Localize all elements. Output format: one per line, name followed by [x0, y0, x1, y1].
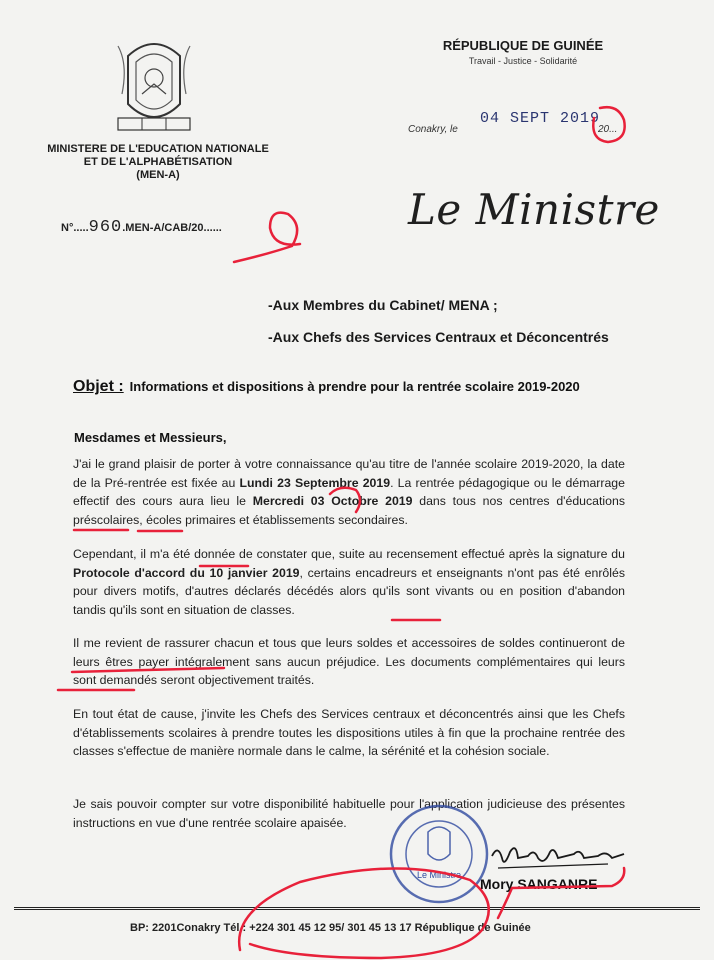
ministry-line-1: MINISTERE DE L'EDUCATION NATIONALE	[47, 143, 269, 155]
seal-label: Le Ministre	[416, 870, 462, 880]
date-suffix: 20...	[598, 124, 618, 135]
ministry-line-3: (MEN-A)	[136, 169, 180, 181]
paragraph-3: Il me revient de rassurer chacun et tous que leurs soldes et accessoires de soldes continueront de leurs êtres payer intégralement sans aucun préjudice. Les documents complémentaires qui leurs sont demandés seront objectivement traités.	[73, 636, 625, 687]
handwritten-signature	[488, 838, 628, 878]
paragraph-4: En tout état de cause, j'invite les Chefs des Services centraux et déconcentrés ainsi que les Chefs d'établissements scolaires à prendre toutes les dispositions utiles à fin que la prochaine rentrée des classes s'effectue de manière normale dans le calme, la sérénité et la cohésion sociale.	[73, 707, 625, 758]
subject-line	[73, 378, 580, 396]
official-seal-stamp	[384, 802, 494, 906]
p1-date-prerentree: Lundi 23 Septembre 2019	[239, 475, 391, 490]
p2-text-a: Cependant, il m'a été donnée de constater que, suite au recensement effectué après la signature du	[73, 547, 625, 561]
p1-date-rentree: Mercredi 03 Octobre 2019	[252, 494, 413, 508]
footer-divider	[14, 907, 700, 910]
p2-text-c: , certains encadreurs et enseignants n'ont pas été enrôlés pour divers motifs, d'autres déclarés décédés alors qu'ils sont vivants ou en position d'abandon tandis qu'ils sont en situation de classes.	[73, 565, 625, 617]
signatory-name: Mory SANGANRE	[480, 876, 598, 892]
annotation-ref-circle	[234, 213, 300, 262]
reference-number: N°.....960.MEN-A/CAB/20......	[61, 218, 222, 237]
republic-title: RÉPUBLIQUE DE GUINÉE	[442, 38, 604, 53]
coat-of-arms-icon	[108, 34, 200, 138]
p1-text-c: . La rentrée pédagogique ou le démarrage effectif des cours aura lieu le	[73, 475, 625, 508]
republic-motto: Travail - Justice - Solidarité	[468, 56, 578, 66]
signatory-title: Le Ministre	[408, 185, 660, 234]
paragraph-5: Je sais pouvoir compter sur votre disponibilité habituelle pour l'application judicieuse des présentes instructions en vue d'une rentrée scolaire apaisée.	[73, 797, 625, 830]
subject-label: Objet :	[73, 378, 124, 395]
p2-protocol: Protocole d'accord du 10 janvier 2019	[73, 565, 300, 580]
ministry-name	[40, 143, 276, 182]
paragraph-1	[73, 455, 625, 529]
footer-contact: BP: 2201Conakry Tél : +224 301 45 12 95/ 301 45 13 17 République de Guinée	[130, 922, 531, 934]
ref-prefix: N°	[61, 222, 74, 234]
date-prefix: Conakry, le	[408, 124, 458, 135]
p1-text-e: dans tous nos centres d'éducations préscolaires, écoles primaires et établissements secondaires.	[73, 494, 625, 527]
salutation: Mesdames et Messieurs,	[74, 430, 227, 445]
ref-number: 960	[88, 218, 123, 237]
subject-text: Informations et dispositions à prendre pour la rentrée scolaire 2019-2020	[129, 379, 580, 394]
date-stamp: 04 SEPT 2019	[480, 110, 601, 127]
recipient-2: -Aux Chefs des Services Centraux et Déconcentrés	[268, 329, 609, 345]
recipient-1: -Aux Membres du Cabinet/ MENA ;	[268, 297, 498, 313]
p1-text-a: J'ai le grand plaisir de porter à votre connaissance qu'au titre de l'année scolaire 2019-2020, la date de la Pré-rentrée est fixée au	[73, 457, 625, 490]
paragraph-2	[73, 545, 625, 619]
ref-suffix: .MEN-A/CAB/20......	[122, 222, 222, 234]
ministry-line-2: ET DE L'ALPHABÉTISATION	[83, 156, 233, 168]
